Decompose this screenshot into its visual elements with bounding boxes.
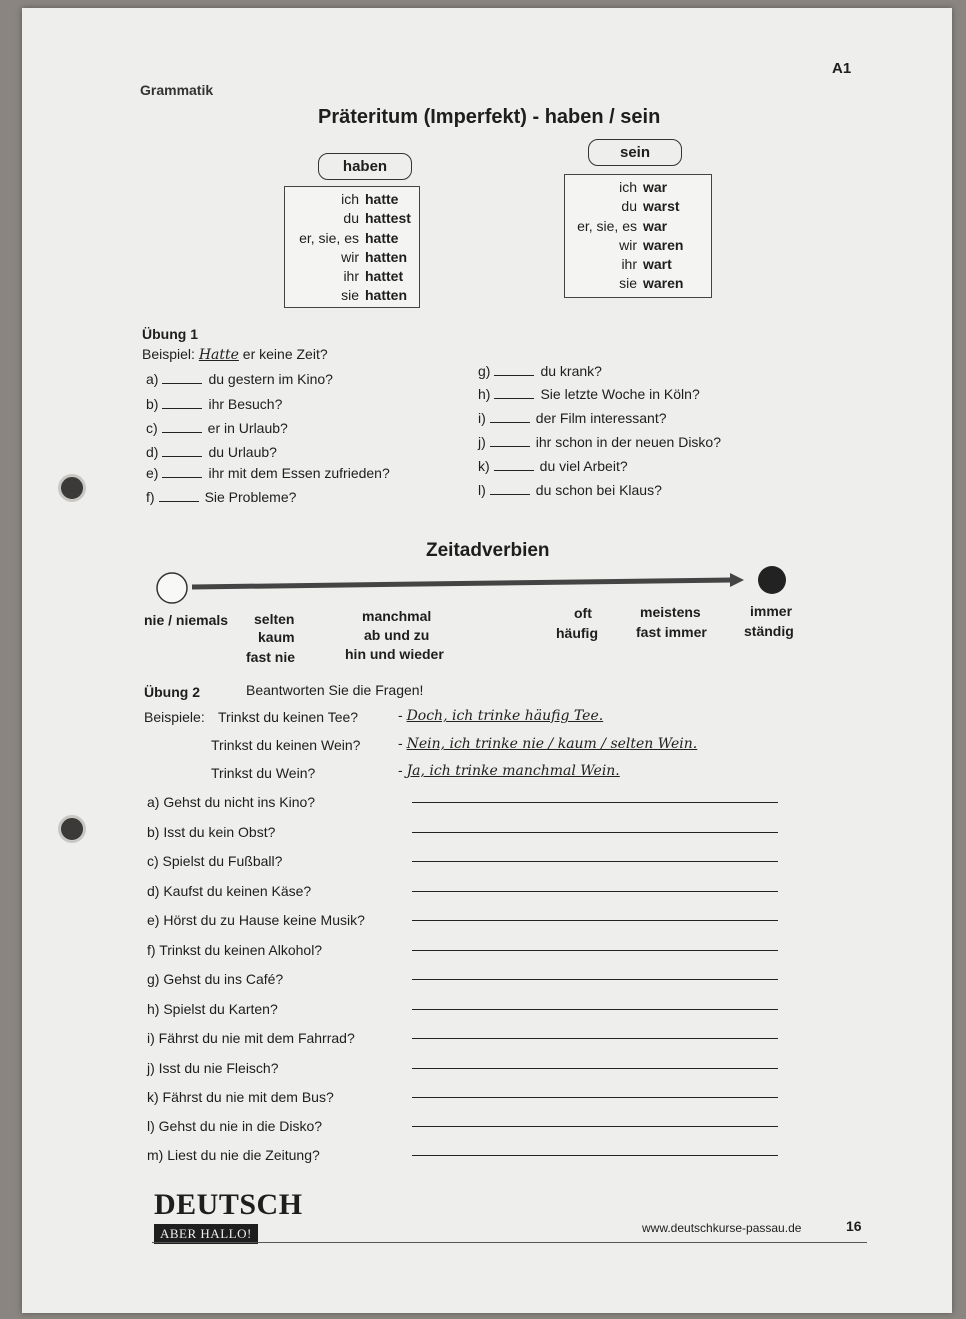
example-answer-line: - Ja, ich trinke manchmal Wein. [398, 762, 620, 779]
answer-line[interactable] [412, 1037, 778, 1039]
answer-line[interactable] [412, 860, 778, 862]
sein-row: ich war [619, 179, 668, 195]
answer-line[interactable] [412, 1008, 778, 1010]
footer-divider [152, 1242, 867, 1243]
question-item: m) Liest du nie die Zeitung? [147, 1147, 320, 1163]
answer-line[interactable] [412, 1067, 778, 1069]
question-item: c) Spielst du Fußball? [147, 853, 283, 869]
example-answer: Hatte [198, 347, 239, 363]
answer-line[interactable] [412, 949, 778, 951]
uebung1-item-b: b) ihr Besuch? [146, 396, 283, 412]
answer-blank[interactable] [162, 396, 202, 409]
arrow-head-icon [730, 573, 744, 587]
answer-blank[interactable] [494, 386, 534, 399]
adverb-haeufig: häufig [556, 625, 598, 641]
uebung1-item-j: j) ihr schon in der neuen Disko? [478, 434, 722, 450]
adverb-meistens: meistens [640, 604, 701, 620]
uebung1-example: Beispiel: Hatte er keine Zeit? [142, 346, 328, 363]
uebung1-item-d: d) du Urlaub? [146, 444, 277, 460]
binder-hole [58, 815, 86, 843]
binder-hole [58, 474, 86, 502]
answer-line[interactable] [412, 890, 778, 892]
question-item: k) Fährst du nie mit dem Bus? [147, 1089, 334, 1105]
answer-blank[interactable] [162, 420, 202, 433]
haben-row: er, sie, es hatte [299, 230, 399, 246]
scale-arrow-line [192, 580, 732, 587]
adverb-manchmal: manchmal [362, 608, 432, 624]
uebung1-title: Übung 1 [142, 326, 198, 342]
adverb-oft: oft [574, 605, 592, 621]
example-question: Trinkst du keinen Tee? [218, 709, 359, 725]
uebung1-item-f: f) Sie Probleme? [146, 489, 297, 505]
adverb-ab-und-zu: ab und zu [364, 627, 430, 643]
adverb-immer: immer [750, 603, 793, 619]
example-question: Trinkst du Wein? [211, 765, 316, 781]
question-item: i) Fährst du nie mit dem Fahrrad? [147, 1030, 355, 1046]
section-label: Grammatik [140, 82, 214, 98]
question-item: j) Isst du nie Fleisch? [147, 1060, 279, 1076]
question-item: f) Trinkst du keinen Alkohol? [147, 942, 323, 958]
haben-row: wir hatten [341, 249, 407, 265]
adverb-staendig: ständig [744, 623, 794, 639]
answer-blank[interactable] [162, 465, 202, 478]
answer-line[interactable] [412, 1096, 778, 1098]
page-number: 16 [846, 1218, 862, 1234]
brand-logo-text: DEUTSCH [154, 1188, 303, 1221]
uebung1-item-k: k) du viel Arbeit? [478, 458, 628, 474]
haben-conjugation-table [284, 186, 420, 308]
haben-row: ich hatte [341, 191, 399, 207]
sein-row: er, sie, es war [577, 218, 668, 234]
examples-label: Beispiele: [144, 709, 205, 725]
question-item: b) Isst du kein Obst? [147, 824, 276, 840]
answer-line[interactable] [412, 1154, 778, 1156]
uebung1-item-g: g) du krank? [478, 363, 602, 379]
uebung1-item-l: l) du schon bei Klaus? [478, 482, 662, 498]
page-title: Präteritum (Imperfekt) - haben / sein [318, 106, 661, 128]
answer-blank[interactable] [159, 489, 199, 502]
uebung2-instruction: Beantworten Sie die Fragen! [246, 682, 424, 698]
frequency-scale-arrow [152, 566, 802, 606]
answer-line[interactable] [412, 1125, 778, 1127]
haben-row: sie hatten [341, 287, 407, 303]
sein-row: du warst [621, 198, 680, 214]
never-circle-icon [157, 573, 187, 603]
example-question: Trinkst du keinen Wein? [211, 737, 361, 753]
example-answer-line: - Doch, ich trinke häufig Tee. [398, 707, 604, 724]
answer-line[interactable] [412, 801, 778, 803]
answer-blank[interactable] [494, 458, 534, 471]
sein-label: sein [588, 139, 682, 166]
level-label: A1 [832, 60, 852, 77]
adverb-hin-und-wieder: hin und wieder [345, 646, 444, 662]
question-item: a) Gehst du nicht ins Kino? [147, 794, 316, 810]
question-item: e) Hörst du zu Hause keine Musik? [147, 912, 365, 928]
example-answer-line: - Nein, ich trinke nie / kaum / selten Wein. [398, 735, 698, 752]
answer-blank[interactable] [162, 444, 202, 457]
adverb-fast-nie: fast nie [246, 649, 296, 665]
uebung1-item-i: i) der Film interessant? [478, 410, 667, 426]
uebung1-item-e: e) ihr mit dem Essen zufrieden? [146, 465, 390, 481]
adverb-nie: nie / niemals [144, 612, 229, 628]
uebung1-item-a: a) du gestern im Kino? [146, 371, 333, 387]
sein-row: ihr wart [621, 256, 672, 272]
answer-blank[interactable] [490, 410, 530, 423]
adverb-selten: selten [254, 611, 295, 627]
answer-line[interactable] [412, 831, 778, 833]
uebung1-item-h: h) Sie letzte Woche in Köln? [478, 386, 700, 402]
sein-conjugation-table [564, 174, 712, 298]
adverb-fast-immer: fast immer [636, 624, 707, 640]
haben-row: du hattest [343, 210, 411, 226]
zeitadverbien-title: Zeitadverbien [426, 540, 550, 561]
uebung2-title: Übung 2 [144, 684, 200, 700]
question-item: h) Spielst du Karten? [147, 1001, 278, 1017]
sein-row: wir waren [619, 237, 684, 253]
answer-line[interactable] [412, 919, 778, 921]
footer-url: www.deutschkurse-passau.de [642, 1221, 802, 1235]
answer-line[interactable] [412, 978, 778, 980]
always-circle-icon [758, 566, 786, 594]
answer-blank[interactable] [490, 434, 530, 447]
question-item: d) Kaufst du keinen Käse? [147, 883, 312, 899]
answer-blank[interactable] [162, 371, 202, 384]
brand-subtitle: ABER HALLO! [154, 1224, 258, 1244]
answer-blank[interactable] [494, 363, 534, 376]
adverb-kaum: kaum [258, 629, 295, 645]
question-item: g) Gehst du ins Café? [147, 971, 284, 987]
answer-blank[interactable] [490, 482, 530, 495]
haben-label: haben [318, 153, 412, 180]
haben-row: ihr hattet [343, 268, 404, 284]
question-item: l) Gehst du nie in die Disko? [147, 1118, 323, 1134]
uebung1-item-c: c) er in Urlaub? [146, 420, 288, 436]
sein-row: sie waren [619, 275, 684, 291]
worksheet-page [22, 8, 952, 1313]
